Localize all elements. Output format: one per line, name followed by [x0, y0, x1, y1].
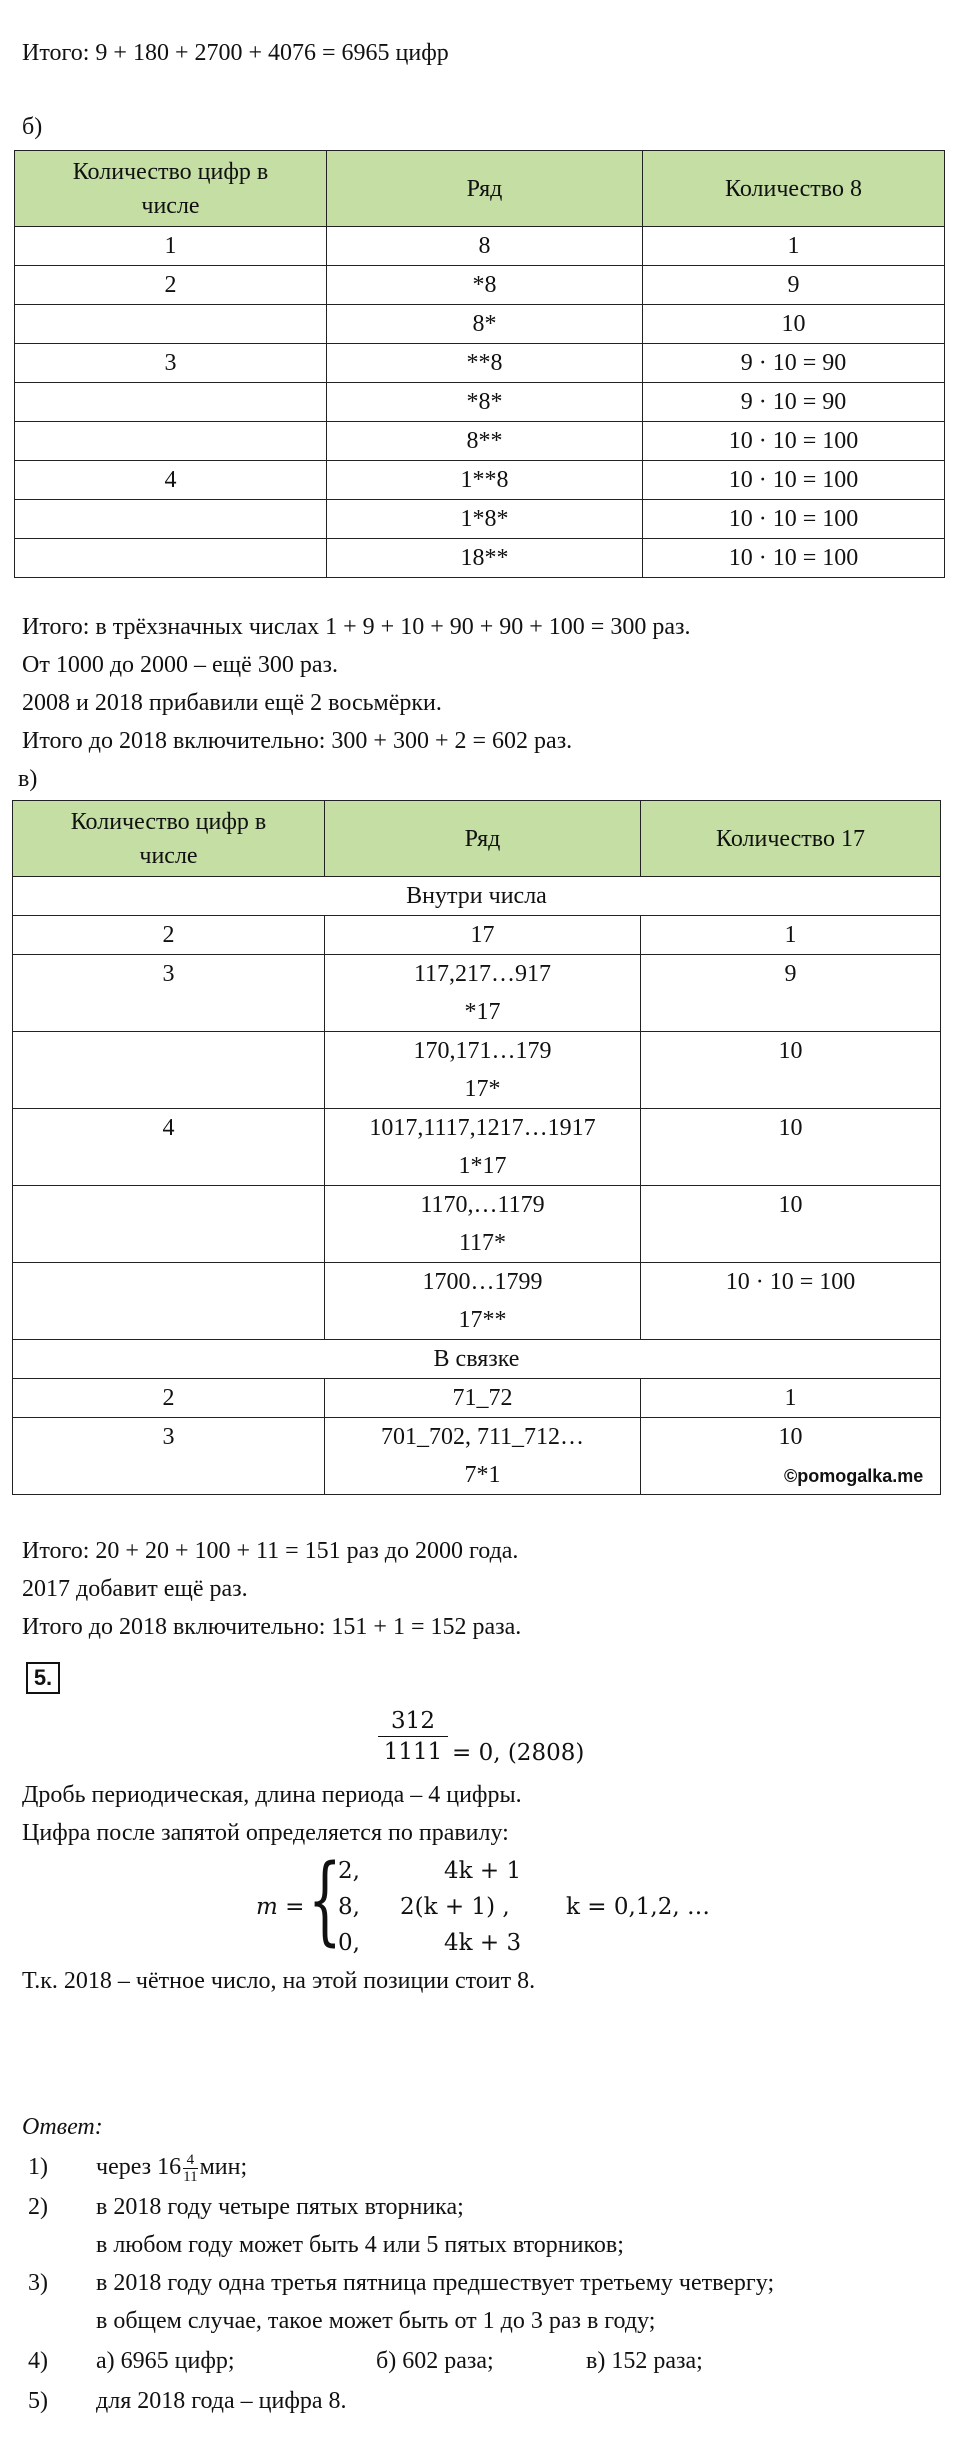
watermark: ©pomogalka.me [784, 1466, 924, 1486]
cell-digits: 4 [15, 461, 327, 500]
section-v-label: в) [18, 766, 38, 792]
cell-digits: 4 [13, 1109, 325, 1186]
pattern-line-2: 1*17 [458, 1153, 507, 1179]
pattern-line-2: 17** [458, 1307, 507, 1333]
table-row [15, 539, 945, 578]
cell-count: 1 [643, 227, 945, 266]
pattern-line-1: 701_702, 711_712… [380, 1424, 585, 1450]
table-row [13, 916, 941, 955]
fraction-312-1111: 312 1111 [378, 1706, 448, 1767]
group-row-linked [13, 1340, 941, 1379]
header-digits-count: Количество цифр в числе [15, 151, 327, 227]
fraction-result: = 0, (2808) [452, 1740, 585, 1766]
pattern-line-2: 7*1 [464, 1462, 501, 1488]
cell-pattern [325, 955, 641, 1032]
cell-digits: 3 [13, 955, 325, 1032]
cell-pattern [325, 1109, 641, 1186]
cell-count: 10 · 10 = 100 [643, 422, 945, 461]
cell-digits [15, 539, 327, 578]
answer-4-b: б) 602 раза; [376, 2348, 494, 2374]
cell-digits [15, 383, 327, 422]
cell-count: 9 [641, 955, 941, 1032]
cell-pattern [325, 1186, 641, 1263]
p5-line-2: Цифра после запятой определяется по правилу: [22, 1820, 509, 1846]
v-summary-2: 2017 добавит ещё раз. [22, 1576, 248, 1602]
cell-count: 10 [641, 1032, 941, 1109]
cell-digits [13, 1186, 325, 1263]
cell-count: 10 · 10 = 100 [641, 1263, 941, 1340]
table-row [15, 461, 945, 500]
answer-4-a: а) 6965 цифр; [96, 2348, 235, 2374]
cell-digits: 3 [13, 1418, 325, 1495]
cell-pattern: 18** [327, 539, 643, 578]
cell-digits: 2 [15, 266, 327, 305]
cell-digits: 1 [15, 227, 327, 266]
cell-count: 10 [641, 1418, 941, 1495]
cell-count: 1 [641, 916, 941, 955]
fraction-4-11: $\frac{4}{11}$ [183, 2152, 198, 2185]
answer-3-line-1: в 2018 году одна третья пятница предшествует третьему четвергу; [96, 2270, 775, 2296]
p5-line-1: Дробь периодическая, длина периода – 4 цифры. [22, 1782, 522, 1808]
pattern-line-1: 17 [470, 922, 495, 948]
table-row [13, 1186, 941, 1263]
header-row: Ряд [325, 801, 641, 877]
intro-total: Итого: 9 + 180 + 2700 + 4076 = 6965 цифр [22, 40, 449, 66]
table-row [15, 305, 945, 344]
k-range: k = 0,1,2, … [566, 1894, 710, 1920]
header-count-17: Количество 17 [641, 801, 941, 877]
cell-count: 10 · 10 = 100 [643, 500, 945, 539]
header-count-8: Количество 8 [643, 151, 945, 227]
table-row [13, 1263, 941, 1340]
cell-digits [15, 500, 327, 539]
cell-pattern [325, 1418, 641, 1495]
cell-digits: 3 [15, 344, 327, 383]
answer-2-line-2: в любом году может быть 4 или 5 пятых вторников; [96, 2232, 624, 2258]
cell-pattern: 8 [327, 227, 643, 266]
header-digits-count: Количество цифр в числе [13, 801, 325, 877]
cell-count: 10 · 10 = 100 [643, 461, 945, 500]
b-summary-2: От 1000 до 2000 – ещё 300 раз. [22, 652, 338, 678]
pattern-line-1: 170,171…179 [413, 1038, 552, 1064]
answer-5-text: для 2018 года – цифра 8. [96, 2388, 347, 2414]
answer-title: Ответ: [22, 2114, 103, 2140]
table-row [13, 1109, 941, 1186]
m-label: m = [256, 1894, 305, 1920]
header-row: Ряд [327, 151, 643, 227]
cell-pattern [325, 1379, 641, 1418]
answer-2-number: 2) [28, 2194, 48, 2220]
cell-digits: 2 [13, 916, 325, 955]
cell-pattern [325, 916, 641, 955]
table-row [15, 422, 945, 461]
cell-pattern: 8** [327, 422, 643, 461]
case-3-value: 0, [338, 1930, 360, 1956]
b-summary-3: 2008 и 2018 прибавили ещё 2 восьмёрки. [22, 690, 442, 716]
table-row [15, 500, 945, 539]
cell-digits [13, 1032, 325, 1109]
cell-pattern: 1*8* [327, 500, 643, 539]
answer-1-number: 1) [28, 2154, 48, 2180]
case-1-value: 2, [338, 1858, 360, 1884]
p5-line-3: Т.к. 2018 – чётное число, на этой позиции стоит 8. [22, 1968, 536, 1994]
pattern-line-1: 1700…1799 [422, 1269, 543, 1295]
v-summary-3: Итого до 2018 включительно: 151 + 1 = 152 раза. [22, 1614, 522, 1640]
table-row [15, 266, 945, 305]
cell-pattern [325, 1263, 641, 1340]
left-brace-icon: { [308, 1844, 342, 1956]
cell-digits: 2 [13, 1379, 325, 1418]
cell-digits [13, 1263, 325, 1340]
cell-count: 9 · 10 = 90 [643, 383, 945, 422]
cell-pattern: 1**8 [327, 461, 643, 500]
group-row-inside [13, 877, 941, 916]
pattern-line-2: 117* [458, 1230, 507, 1256]
v-summary-1: Итого: 20 + 20 + 100 + 11 = 151 раз до 2000 года. [22, 1538, 519, 1564]
pattern-line-1: 1017,1117,1217…1917 [369, 1115, 596, 1141]
answer-5-number: 5) [28, 2388, 48, 2414]
b-summary-4: Итого до 2018 включительно: 300 + 300 + 2 = 602 раз. [22, 728, 573, 754]
case-2-value: 8, [338, 1894, 360, 1920]
cell-pattern [325, 1032, 641, 1109]
cell-pattern: *8 [327, 266, 643, 305]
cell-count: 10 [641, 1186, 941, 1263]
table-count-17 [12, 800, 941, 1495]
table-row [13, 1032, 941, 1109]
answer-1-text: через 16 $\frac{4}{11}$ мин; [96, 2152, 248, 2185]
cell-digits [15, 305, 327, 344]
cell-count: 1 [641, 1379, 941, 1418]
section-b-label: б) [22, 114, 43, 140]
cell-pattern: 8* [327, 305, 643, 344]
answer-3-number: 3) [28, 2270, 48, 2296]
cell-count: 10 [643, 305, 945, 344]
cell-pattern: *8* [327, 383, 643, 422]
group-label: В связке [13, 1340, 941, 1379]
cell-count: 9 · 10 = 90 [643, 344, 945, 383]
pattern-line-2: 17* [464, 1076, 501, 1102]
pattern-line-2: *17 [464, 999, 501, 1025]
table-row [15, 383, 945, 422]
cell-digits [15, 422, 327, 461]
table-row [15, 344, 945, 383]
case-2-cond: 2(k + 1) , [400, 1894, 510, 1920]
table-count-8 [14, 150, 945, 578]
answer-2-line-1: в 2018 году четыре пятых вторника; [96, 2194, 464, 2220]
case-1-cond: 4k + 1 [444, 1858, 522, 1884]
cell-count: 10 · 10 = 100 [643, 539, 945, 578]
pattern-line-1: 71_72 [452, 1385, 513, 1411]
answer-4-number: 4) [28, 2348, 48, 2374]
problem-number: 5. [26, 1662, 60, 1694]
table-row [13, 1379, 941, 1418]
pattern-line-1: 1170,…1179 [420, 1192, 545, 1218]
answer-4-v: в) 152 раза; [586, 2348, 703, 2374]
cell-count: 10 [641, 1109, 941, 1186]
table-row [13, 955, 941, 1032]
table-row [15, 227, 945, 266]
group-label: Внутри числа [13, 877, 941, 916]
pattern-line-1: 117,217…917 [413, 961, 552, 987]
case-3-cond: 4k + 3 [444, 1930, 522, 1956]
cell-pattern: **8 [327, 344, 643, 383]
b-summary-1: Итого: в трёхзначных числах 1 + 9 + 10 + 90 + 90 + 100 = 300 раз. [22, 614, 691, 640]
cell-count: 9 [643, 266, 945, 305]
answer-3-line-2: в общем случае, такое может быть от 1 до 3 раз в году; [96, 2308, 656, 2334]
